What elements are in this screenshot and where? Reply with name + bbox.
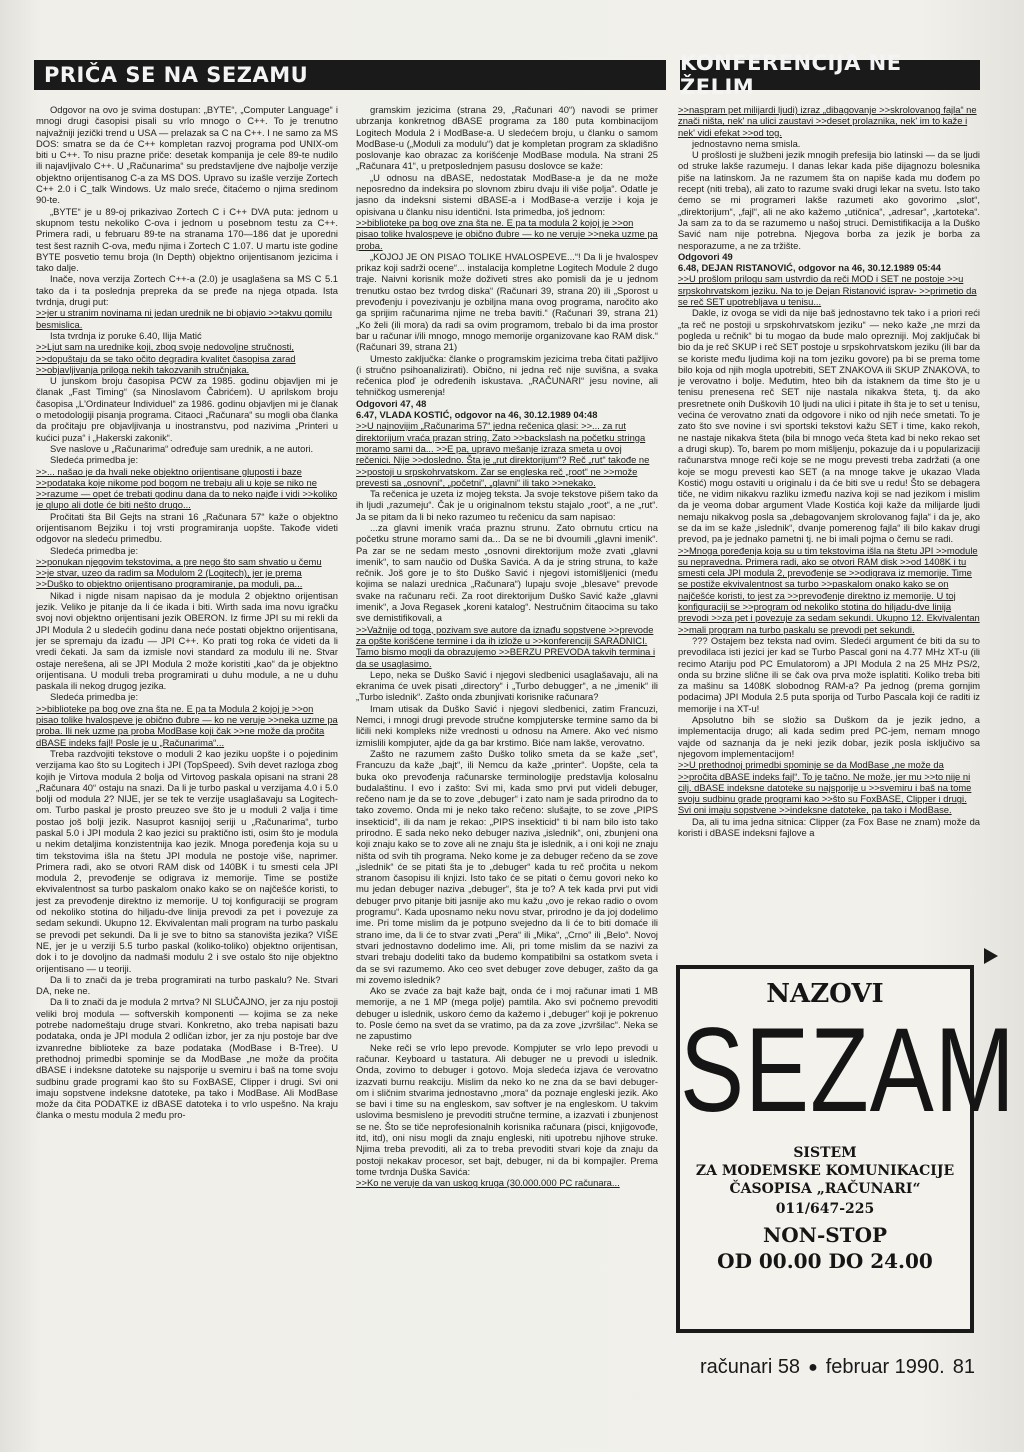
article-paragraph: Da, ali tu ima jedna sitnica: Clipper (za Fox Base ne znam) može da koristi i dBASE indeksni fajlove a: [678, 815, 980, 838]
ad-nonstop-label: NON-STOP: [762, 1223, 888, 1247]
page-footer: [700, 1356, 990, 1379]
footer-page-number: 81: [952, 1356, 975, 1378]
section-header-left: [34, 60, 666, 90]
article-paragraph: gramskim jezicima (strana 29, „Računari 40“) navodi se primer ubrzanja konkretnog dBASE programa za 180 puta kombinacijom Logitech Modula 2 i ModBase-a. U sledećem broju, u članku o samom ModBase-u („Moduli za modulu“) dat je kompletan program za skladišno poslovanje kao obrazac za korišćenje ModBase modula. Na strani 25 „Računara 41“, u pretposlednjem pasusu doslovce se kaže:: [356, 104, 658, 172]
article-paragraph: Sledeća primedba je:: [50, 691, 139, 703]
footer-issue: februar 1990.: [825, 1356, 945, 1378]
article-paragraph: ...za glavni imenik vraća praznu strunu. Zato obrnutu crticu na početku strune moramo sami da... Da se ne bi dvoumili „glavni imenik“. Pa zar se ne sedam mesto „osnovni direktorijum može zvati „glavni imenik“, to sam naučio od Duška Savića. A da je string struna, to kaže rečnik. Još gore je to što Duško Savić i njegovi istomišljenici (među kojima se nalazi urednica „Računara“) lupaju svoje „blesave“ prevode svake na računaru reči. Za root direktorijum Duško Savić kaže „glavni imenik“, a Jova Regasek „koreni katalog“. Nestručnim čitaocima su tako sve demistifikovali, a: [356, 521, 658, 624]
article-paragraph: U prošlosti je službeni jezik mnogih prefesija bio latinski — da se ljudi od struke lakše razumeju. I danas lekar kada piše dijagnozu bolesnika piše na latinskom. Ja ne razumem šta on napiše kada mu dođem po recept (niti treba), ali zato to razume svaki drugi lekar na svetu. Isto tako ćemo se mi programeri lakše razumeti ako govorimo „slot“, „direktorijum“, „fajl“, ali ne ako kažemo „utičnica“, „adresar“, „kartoteka“. Ja sam za to da se razumemo u našoj struci. Demistifikacija a la Duško Savić nam nije potrebna. Njegova borba za jezik je borba za nesporazume, a ne za tržište.: [678, 149, 980, 251]
quoted-message: >>Važnije od toga, pozivam sve autore da iznađu sopstvene >>prevode za opšte korišćene termine i da ih izlože u >>konferenciji SARADNICI. Tamo bismo mogli da obrazujemo >>BERZU PREVODA takvih termina i da se usaglasimo.: [356, 623, 656, 669]
text-column-1: [36, 104, 338, 1344]
quoted-message: >>... našao je da hvali neke objektno orijentisane gluposti i baze >>podataka koje nikome pod bogom ne trebaju ali u koje se niko ne >>razume — opet će trebati godinu dana da to neko najđe i vidi >>koliko je glupo ali dotle će biti nešto drugo...: [36, 465, 338, 511]
article-paragraph: Nikad i nigde nisam napisao da je modula 2 objektno orijentisan jezik. Veliko je pitanje da li će ikada i biti. Wirth sada ima novu igračku svoj novi objektno orijentisani jezik OBERON. Iz firme JPI su mi rekli da JPI Modula 2 u sledećih godinu dana neće postati objektno orijentisana, jer se spremaju da izađu — JPI C++. Ko prati tog roka će videti da li vredi čekati. Ja sam da izmisle novi standard za modulu ili ne. Stvar ostaje nerešena, ali se JPI Modula 2 može koristiti „kao“ da je objektno orijentisana. U moduli treba programirati u duhu module, a ne u duhu paskala ili nekog drugog jezika.: [36, 589, 338, 692]
quoted-message: >>U prethodnoj primedbi spominje se da ModBase „ne može da >>pročita dBASE indeks fajl“. To je tačno. Ne može, jer mu >>to nije ni cilj. dBASE indeksne datoteke su najsporije u >>svemiru i baš na tome svoju sudbinu grade programi kao >>što su FoxBASE, Clipper i drugi. Svi oni imaju sopstvene >>indeksne datoteke, pa tako i ModBase.: [678, 759, 972, 816]
article-paragraph: Ista tvrdnja iz poruke 6.40, Ilija Matić: [50, 329, 202, 341]
ad-hours: OD 00.00 DO 24.00: [717, 1249, 933, 1273]
text-column-3: [678, 104, 980, 950]
quoted-message: >>ponukan njegovim tekstovima, a pre nego što sam shvatio u čemu >>je stvar, uzeo da radim sa Modulom 2 (Logitech), jer je prema >>Duško to objektno orijentisano programiranje, pa moduli, pa...: [36, 555, 322, 590]
article-paragraph: Apsolutno bih se složio sa Duškom da je jezik jedno, a implementacija drugo; ali kada sedim pred PC-jem, nemam mnogo vajde od saznanja da je neki jezik dobar, jezik posla isključivo sa njegovom implementacijom!: [678, 714, 980, 759]
quoted-message: >>Ljut sam na urednike koji, zbog svoje nedovoljne stručnosti, >>dopuštaju da se tako očito degradira kvalitet časopisa zarad >>objavljivanja priloga nekih takozvanih stručnjaka.: [36, 341, 296, 375]
article-paragraph: U junskom broju časopisa PCW za 1985. godinu objavljen mi je članak „Fast Timing“ (sa Ninoslavom Čabrićem). U aprilskom broju časopisa „L'Ordinateur Individuel“ za 1986. godinu objavljen mi je članak o metodologiji pisanja programa. Citaoci „Računara“ su mogli oba članka da pročitaju pre objavljivanja u inostranstvu, pod nazivima „Printeri u kućici puza“ i „Hakerski zakonik“.: [36, 375, 338, 443]
quoted-message: >>jer u stranim novinama ni jedan urednik ne bi objavio >>takvu gomilu besmislica.: [36, 307, 333, 330]
ad-magazine-name: ČASOPISA „RAČUNARI“: [729, 1181, 921, 1197]
article-paragraph: Da li to znači da je treba programirati na turbo paskalu? Ne. Stvari DA, neke ne.: [36, 973, 338, 997]
article-paragraph: jednostavno nema smisla.: [692, 137, 801, 149]
section-header-right: [680, 51, 980, 99]
section-title-right: KONFERENCIJA NE ŽELIM: [680, 51, 902, 99]
article-paragraph: Treba razdvojiti tekstove o moduli 2 kao jeziku uopšte i o pojedinim verzijama kao što su Logitech i JPI (TopSpeed). Svih devet razloga zbog kojih je Virtova modula 2 bolja od Virtovog paskala opisani na strani 28 „Računara 40“ ostaju na snazi. Da li je turbo paskal u verzijama 4.0 i 5.0 bolji od modula 2? NIJE, jer se tek te verzije usaglašavaju sa Logitech-om. Turbo paskal je prosto preuzeo sve što je u moduli 2 valja i time postao još bolji jezik. Nasuprot kasnijoj seriji u „Računarima“, turbo paskal 5.0 i JPI modula 2 kao jezici su praktično isti, osim što je modula u nekim detaljima konzistentnija kao jezik. Mnoga poređenja koja su u tim tekstovima išla na štetu JPI modula ne postoje više, naprimer. Primera radi, ako se otvori RAM disk od 140BK i tu smesti cela JPI modula 2, prevođenje se odigrava iz memorije. Time se postiže ekvivalentnost sa turbo paskalom onako kako se on najčešće koristi, to jest za prevođenje direktno iz memorije. U toj konfiguraciji se program od nekoliko stotina do hiljadu-dve linija prevodi za pet i povezuje za sedam sekundi. Ukupno 12. Ekvivalentan mali program na turbo paskalu se prevodi pet sekundi. Da li je sve to bitno sa stanovišta jezika? VIŠE NE, jer je u verziji 5.5 turbo paskal (koliko-toliko) objektno orijentisan, dok i to je dovoljno da nadmaši modulu 2 i sve ostalo što nije objektno orijentisano — u teoriji.: [36, 747, 338, 974]
text-column-2: [356, 104, 658, 1344]
article-paragraph: Odgovor na ovo je svima dostupan: „BYTE“, „Computer Language“ i mnogi drugi časopisi pisali su vrlo mnogo o C++. To je trenutno najvažniji jezički trend u USA — prelazak sa C na C++. I ne samo za MS DOS: smatra se da će C++ kompletan razvoj programa pod UNIX-om biti u C++. To nisu prazne priče: desetak kompanija je cele 89-te nudilo ili najavljivalo C++. U „Računarima“ su predstavljene dve najbolje verzije objektno orijentisanog C-a za MS DOS. Upravo su izašle verzije Zortech C++ 2.0 i C_talk Windows. Uz malo sreće, čitaćemo o njima sredinom 90-te.: [36, 104, 338, 206]
quoted-message: >>Mnoga poređenja koja su u tim tekstovima išla na štetu JPI >>module su nepravedna. Primera radi, ako se otvori RAM disk >>od 1408K i tu smesti cela JPI modula 2, prevođenje se >>odigrava iz memorije. Time se postiže ekvivalentnost sa turbo >>paskalom onako kako se on najčešće koristi, to jest za >>prevođenje direktno iz memorije. U toj konfiguraciji se >>program od nekoliko stotina do hiljadu-dve linija prevodi >>za pet i povezuje za sedam sekundi. Ukupno 12. Ekvivalentan >>mali program na turbo paskalu se prevodi pet sekundi.: [678, 544, 980, 635]
quoted-message: >>U prošlom prilogu sam ustvrdio da reči MOD i SET ne postoje >>u srpskohrvatskom jeziku. Na to je Dejan Ristanović isprav- >>primetio da se reč SET upotrebljava u tenisu...: [678, 273, 977, 308]
reply-heading: 6.47, VLADA KOSTIĆ, odgovor na 46, 30.12.1989 04:48: [356, 409, 598, 421]
article-paragraph: „BYTE“ je u 89-oj prikazivao Zortech C i C++ DVA puta: jednom u skupnom testu nekoliko C-ova i jednom u posebnom testu za C++. Primera radi, u februaru 89-te na stranama 170—186 dat je uporedni test šest raznih C-ova, među njima i Zortech C 1.07. U martu iste godine BYTE posvetio temu broja (In Depth) objektno orijentisanom jezicima i tako dalje.: [36, 205, 338, 274]
footer-magazine: računari 58: [700, 1356, 801, 1378]
article-paragraph: Sve naslove u „Računarima“ određuje sam urednik, a ne autori.: [50, 442, 314, 454]
ad-description: ZA MODEMSKE KOMUNIKACIJE: [695, 1163, 955, 1179]
article-paragraph: Neke reči se vrlo lepo prevode. Kompjuter se vrlo lepo prevodi u računar. Keyboard u tastatura. Ali debuger ne u prevodi u islednik. Onda, zovimo to debuger i gotovo. Moja sledeća izjava će verovatno izazvati burnu reakciju. Mislim da neko ko ne zna da se bavi debuger-om i sličnim stvarima jednostavno „mora“ da poznaje engleski jezik. Ako se bavi i time su na engleskom, sav softver je na engleskom. U takvim uslovima besmisleno je prevoditi stručne termine, a izazvati i zbunjenost se ne. Što se tiče neprofesionalnih korisnika računara (pisci, knjigovođe, itd, itd), oni nisu mogli da znaju engleski, niti upotrebu njihove struke. Njima treba prevoditi, ali za to treba prevoditi stvari koje da znaju da postoji nekakav procesor, set bajt, debuger, ni da bi kompajler. Prema tome tvrdnja Duška Savića:: [356, 1041, 658, 1177]
article-paragraph: Pročitati šta Bil Gejts na strani 16 „Računara 57“ kaže o objektno orijentisanom Bejziku i toj vrsti programiranja uopšte. Takođe videti odgovor na sledeću primedbu.: [36, 510, 338, 545]
continue-arrow-icon: [984, 948, 998, 964]
quoted-message: >>naspram pet milijardi ljudi) izraz „dibagovanje >>skrolovanog fajla“ ne znači ništa, nek' na ulici zaustavi >>deset prolaznika, nek' im to kaže i nek' vidi efekat >>od tog.: [678, 104, 977, 138]
article-paragraph: Ako se zvaće za bajt kaže bajt, onda će i moj računar imati 1 MB memorije, a ne 1 MP (mega polje) pamtila. Ako svi počnemo prevoditi debuger u islednik, uskoro ćemo da kažemo i „debuger“ koji je pokrenuo to. Posle ćemo na svet da se vratimo, pa da za zove „izvršilac“. Neka se ne zapustimo: [356, 985, 658, 1042]
article-paragraph: Umesto zaključka: članke o programskim jezicima treba čitati pažljivo (i stručno psihoanalizirati). Obično, ni jedna reč nije suvišna, a svaka rečenica ploď je određenih iskustava. „RAČUNARI“ jesu novine, ali tehničkog usmerenja!: [356, 352, 658, 398]
article-paragraph: Sledeća primedba je:: [50, 454, 139, 466]
article-paragraph: Zašto ne razumem zašto Duško toliko smeta da se kaže „set“, Francuzu da kaže „bajt“, ili Nemcu da kaže „printer“. Uopšte, cela ta buka oko prevođenja računarske terminologije predstavlja kolosalnu budalaštinu. I evo i zašto: Svi mi, kada smo prvi put videli debuger, rečeno nam je da se to zove „debuger“ i zato nam je sada prirodno da to tako zovemo. Onda mi je neko tako rečeno: slušajte, to se zove „PIPS insekticid“, ili da nam je rekao: „PIPS insekticid“ ti bi nam bilo isto tako prirodno. E sada neko neko debuger naziva „islednik“, oni, zbunjeni ona koji znaju kako se to zove ali ne znaju šta je islednik, a i oni koji ne znaju ništa od svih tih programa. Neko kome je za debuger rečeno da se zove „islednik“ će se pitati šta je to „debuger“ kada tu reč pročita u nekom stranom časopisu ili knjizi. Isto tako će se pitati o čemu govori neko ko mu jedan debuger naziva „debuger“, šta je to? A tek kada prvi put vidi debuger prvo pitanje biti jasnije ako mu kažu „ovo je rekao radio o ovom programu“. Kada uposnamo neku novu stvar, prirodno je da joj dodelimo ime. Pri tome mislim da je potpuno svejedno da li će to biti domaće ili strano ime, da li će to stvar zvati „Pera“ ili „Mika“, „Crno“ ili „Belo“. Novoj stvari jednostavno dodelimo ime. Ali, pri tome mislim da se nazivi za stvari trebaju dodeliti tako da budemo kompatibilni sa ostatkom sveta i da se svi razumemo. Ako ceo svet debuger zove debuger, zašto da ga mi zovemo islednik?: [356, 747, 658, 985]
article-paragraph: Ta rečenica je uzeta iz mojeg teksta. Ja svoje tekstove pišem tako da ih ljudi „razumeju“. Čak je u originalnom tekstu stajalo „root“, a ne „rut“. Ja se pitam da li bi neko razumeo tu rečenicu da sam napisao:: [356, 488, 658, 522]
ad-system-label: SISTEM: [793, 1145, 857, 1161]
article-paragraph: Lepo, neka se Duško Savić i njegovi sledbenici usaglašavaju, ali na ekranima će uvek pisati „directory“ i „Turbo debugger“, a ne „imenik“ ili „Turbo islednik“. Zašto onda zbunjivati korisnike računara?: [356, 668, 658, 703]
article-paragraph: Dakle, iz ovoga se vidi da nije baš jednostavno tek tako i a priori reći „ta reč ne postoji u srpskohrvatskom jeziku“ — neko kaže „ne mrzi da pogleda u rečnik“ bi tu mogao da bude malo oprezniji. Moj zaključak bi bio da je reč SKUP i reč SET postoje u srpskohrvatskom jeziku (ili bar da se koriste među ljudima koji na tom jeziku govore) pa bi se prema tome bilo koja od njih mogla upotrebiti, SET ZNAKOVA ili SKUP ZNAKOVA, to je verovatno i bolje. Međutim, hteo bih da istaknem da time što je u tenisu prenesena reč SET nije nastala nikakva šteta, tj. da ako presretnete onih Duškovih 10 ljudi na ulici i pitate ih šta je to set u tenisu, većina će verovatno znati da odgovore i niko od njih neće smetati. To je zato što sve novine i svi sportski tekstovi kažu SET i time, kako rekoh, ne nastaje nikakva šteta (bila bi mnogo veća šteta kad bi neko rekao set a drugi skup). To, barem po mom mišljenju, pokazuje da i u popularizaciji računarstva mnoge reči koje se ne mogu prevesti treba zadržati (a one koje se mogu prevesti kao SET (a na mnoge takve je ukazao Vlada Kostić) mogu ostaviti u originalu i da će biti sve u redu! Što se debagera tiče, ne vidim nikakvu razliku između naziva koji se nad jezikom i mislim da je veoma dobar argument Vlade Kostića koji kaže da milijarde ljudi nemaju nikakvog posla sa „debagovanjem skrolovanog fajla“ i da je, ako se da im se kaže „islednik“, dvanje pomerenog fajla“ ili bilo kakav drugi prevod, pa je jednako pametni tj. ne bi imali pojma o čemu se radi.: [678, 307, 980, 545]
sezam-advertisement: [676, 965, 1016, 1333]
ad-call-label: NAZOVI: [766, 979, 884, 1009]
article-paragraph: Inače, nova verzija Zortech C++-a (2.0) je usaglašena sa MS C 5.1 tako da i ta poslednja prepreka da se pređe na njega otpada. Ista tvrdnja, drugi put:: [36, 273, 338, 308]
ad-brand-name: SEZAM: [680, 1003, 1016, 1138]
article-paragraph: Sledeća primedba je:: [50, 544, 139, 556]
article-paragraph: ??? Ostajem bez teksta nad ovim. Sledeći argument će biti da su to prevodilaca isti jezici jer kad se Turbo Pascal goni na 4.77 MHz XT-u (ili recimo Atariju pod PC Emulatorom) a JPI Modula 2 na 25 MHz PS/2, onda su brzine slične ili se čak ova prva može isplatiti. Koliko treba biti za mašinu sa 1408K slobodnog RAM-a? Pa jednog (prema gornjim podacima) JPI Modula 2.5 puta sporija od Turbo Pascala koji će raditi iz memorije i na XT-u!: [678, 634, 980, 714]
reply-heading: Odgovori 49: [678, 250, 733, 262]
reply-heading: Odgovori 47, 48: [356, 397, 427, 409]
article-paragraph: Imam utisak da Duško Savić i njegovi sledbenici, zatim Francuzi, Nemci, i mnogi drugi prevode stručne kompjuterske termine samo da bi ličili neki kompleks niže vrednosti u odnosu na Amere. Ako već nismo izmislili kompjuter, ajde da ga bar krstimo. Biće nam lakše, verovatno.: [356, 702, 658, 748]
article-paragraph: Da li to znači da je modula 2 mrtva? NI SLUČAJNO, jer za nju postoji veliki broj modula — softverskih komponenti — kojima se za neke potrebe nadomeštaju druge stvari. Konkretno, ako treba napisati bazu podataka, onda je JPI modula 2 odličan izbor, jer za nju postoje bar dve izvanredne biblioteke za baze podataka (ModBase i B-Tree). U prethodnoj primedbi spominje se da ModBase „ne može da pročita dBASE i indeksne datoteke su najsporije u svemiru i baš na tome svoju sudbinu grade programi kao što su FoxBASE, Clipper i drugi. Svi oni imaju sopstvene indeksne datoteke, pa tako i ModBase. Ali ModBase može da čita PODATKE iz dBASE datoteka i to vrlo uspešno. Na kraju članka o mestu modula 2 među pro-: [36, 996, 338, 1121]
quoted-message: >>biblioteke pa bog ove zna šta ne. E pa ta modula 2 kojoj je >>on pisao tolike hvalospeve je obično đubre — ko ne veruje >>neka uzme pa proba.: [356, 216, 658, 251]
quoted-message: >>biblioteke pa bog ove zna šta ne. E pa ta Modula 2 kojoj je >>on pisao tolike hvalospeve je obično đubre — ko ne veruje >>neka uzme pa proba. Ili nek uzme pa proba ModBase koji čak >>ne može da pročita dBASE indeks fajl! Posle je u „Računarima“...: [36, 702, 338, 748]
section-title-left: PRIČA SE NA SEZAMU: [44, 63, 309, 87]
ad-phone-number: 011/647-225: [775, 1201, 875, 1217]
article-paragraph: „KOJOJ JE ON PISAO TOLIKE HVALOSPEVE...“! Da li je hvalospev prikaz koji sadrži ocene“... instalacija kompletne Logitech Module 2 dugo traje. Naivni korisnik može doživeti stres ako pomisli da je u jednom trenutku ostao bez tvrdog diska“ (Računari 39, strana 20) ili „Sporost u prevođenju i povezivanju je ozbiljna mana ovog programa, naročito ako ga sprijim računarima njime ne treba baviti.“ (Računari 39, strana 21) „Ko želi (ili mora) da radi sa ovim programom, trebalo bi da ima prostor bar u računar i/ili mnogo, mnogo memorije organizovane kao RAM disk.“ (Računari 39, strana 21): [356, 250, 658, 353]
quoted-message: >>Ko ne veruje da van uskog kruga (30.000.000 PC računara...: [356, 1177, 620, 1189]
article-paragraph: „U odnosu na dBASE, nedostatak ModBase-a je da ne može neposredno da indeksira po slovnom zbiru dvaju ili više polja“. Odatle je jasno da indeksni sistemi dBASE-a i ModBase-a verzije i koja je opisivana u članku nisu identični. Ista primedba, još jednom:: [356, 171, 658, 217]
quoted-message: >>U najnovijim „Računarima 57“ jedna rečenica glasi: >>... za rut direktorijum vraća prazan string. Zato >>backslash na početku stringa moramo sami da... >>E pa, upravo mešanje izraza smeta u ovoj rečenici. Nije >>dosledno. Šta je „rut direktorijum“? Reč „rut“ takođe ne >>postoji u srpskohrvatskom. Zar se engleska reč „root“ ne >>može prevesti sa „osnovni“, „početni“, „glavni“ ili tako >>nekako.: [356, 420, 650, 488]
footer-bullet: ●: [808, 1358, 818, 1376]
reply-heading: 6.48, DEJAN RISTANOVIĆ, odgovor na 46, 30.12.1989 05:44: [678, 262, 941, 274]
